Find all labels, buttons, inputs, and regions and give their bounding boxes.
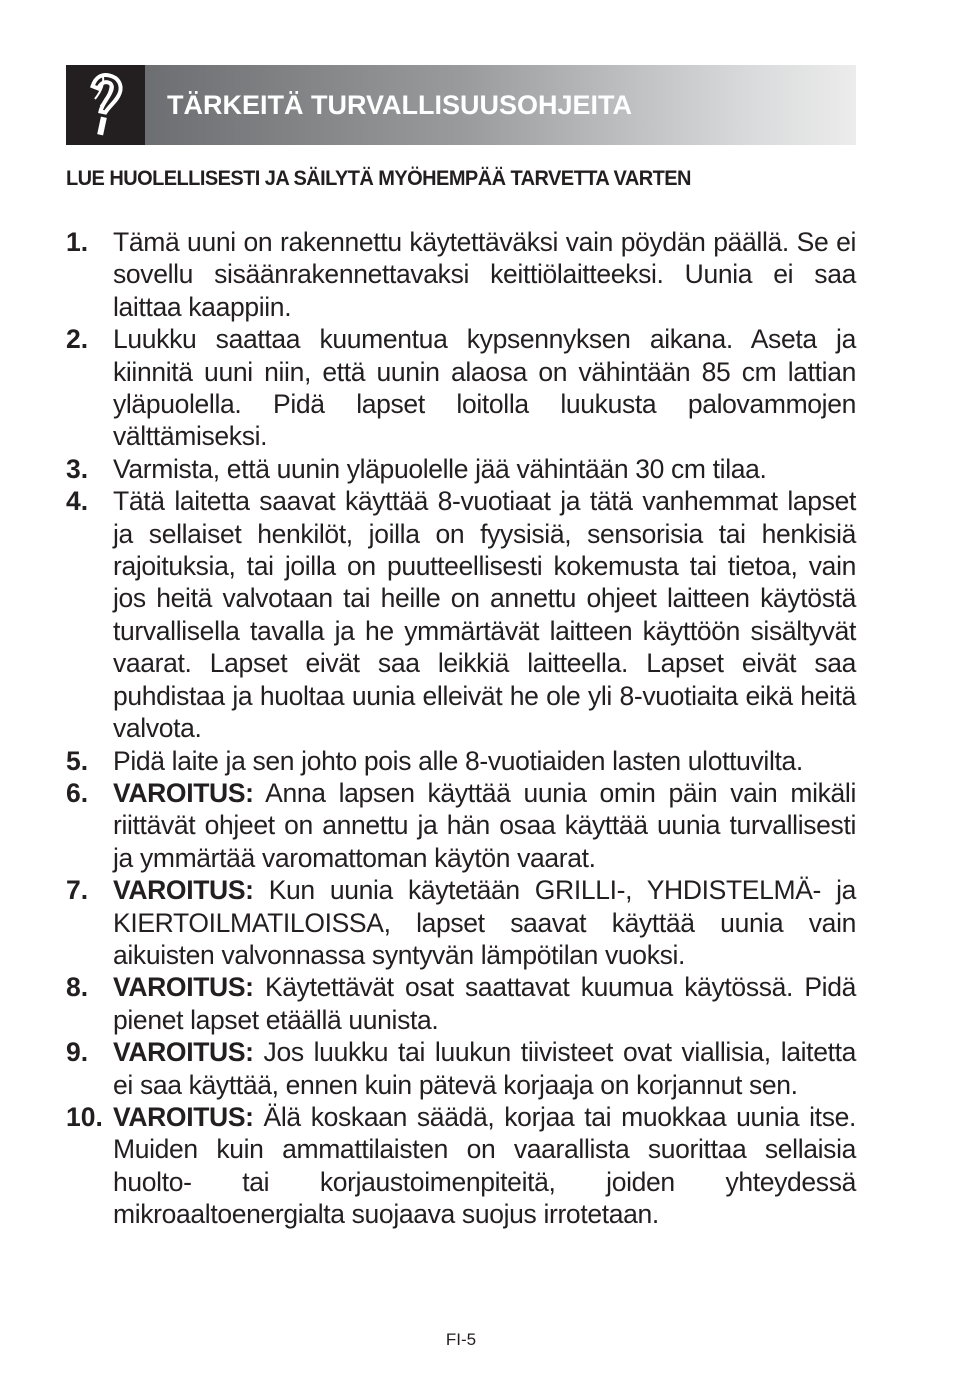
list-item: [66, 1036, 856, 1101]
warning-label: VAROITUS:: [113, 1037, 254, 1068]
list-item: [66, 485, 856, 744]
item-number: 4.: [66, 486, 89, 517]
list-item: [66, 745, 856, 777]
item-text: Jos luukku tai luukun tiivisteet ovat viallisia, laitetta ei saa käyttää, ennen kuin pätevä korjaaja on korjannut sen.: [113, 1037, 856, 1100]
item-number: 7.: [66, 875, 89, 906]
header-title-box: [145, 65, 856, 145]
item-body: [113, 777, 856, 874]
item-body: [113, 1101, 856, 1231]
item-number: 1.: [66, 227, 89, 257]
header-title: TÄRKEITÄ TURVALLISUUSOHJEITA: [167, 89, 633, 120]
item-text: Anna lapsen käyttää uunia omin päin vain mikäli riittävät ohjeet on annettu ja hän osaa käyttää uunia turvallisesti ja ymmärtää varomattoman käytön vaarat.: [113, 777, 856, 873]
list-item: [66, 1101, 856, 1231]
list-item: [66, 226, 856, 323]
attention-icon-box: [66, 65, 145, 145]
item-number: 6.: [66, 777, 89, 808]
warning-label: VAROITUS:: [113, 777, 254, 808]
item-number: 5.: [66, 745, 89, 776]
item-text: Tätä laitetta saavat käyttää 8-vuotiaat ja tätä vanhemmat lapset ja sellaiset henkilöt, joilla on fyysisiä, sensorisia tai henkisiä rajoituksia, tai joilla on puutteellisesti kokemusta tai tietoa, vain jos heitä valvotaan tai heille on annettu ohjeet laitteen käytöstä turvallisella tavalla ja he ymmärtävät laitteen käyttöön sisältyvät vaarat. Lapset eivät saa leikkiä laitteella. Lapset eivät saa puhdistaa ja huoltaa uunia elleivät he ole yli 8-vuotiaita eikä heitä valvota.: [113, 486, 856, 744]
page-number: FI-5: [445, 1330, 477, 1349]
item-text: Tämä uuni on rakennettu käytettäväksi vain pöydän päällä. Se ei sovellu sisäänrakennettavaksi keittiölaitteeksi. Uunia ei saa laittaa kaappiin.: [113, 227, 856, 322]
item-body: [113, 1036, 856, 1101]
section-header: [66, 65, 856, 145]
item-text: Pidä laite ja sen johto pois alle 8-vuotiaiden lasten ulottuvilta.: [113, 745, 803, 776]
attention-icon: [82, 71, 128, 139]
item-text: Käytettävät osat saattavat kuumua käytössä. Pidä pienet lapset etäällä uunista.: [113, 972, 856, 1035]
item-number: 3.: [66, 453, 89, 484]
item-body: [113, 874, 856, 971]
subtitle: LUE HUOLELLISESTI JA SÄILYTÄ MYÖHEMPÄÄ TARVETTA VARTEN: [66, 166, 691, 190]
item-text: Luukku saattaa kuumentua kypsennyksen aikana. Aseta ja kiinnitä uuni niin, että uunin alaosa on vähintään 85 cm lattian yläpuolella. Pidä lapset loitolla luukusta palovammojen välttämiseksi.: [113, 324, 856, 452]
warning-label: VAROITUS:: [113, 875, 254, 906]
item-text: Varmista, että uunin yläpuolelle jää vähintään 30 cm tilaa.: [113, 453, 767, 484]
item-number: 8.: [66, 972, 89, 1003]
item-text: Kun uunia käytetään GRILLI-, YHDISTELMÄ- ja KIERTOILMATILOISSA, lapset saavat käyttää uunia vain aikuisten valvonnassa syntyvän lämpötilan vuoksi.: [113, 875, 856, 970]
list-item: [66, 323, 856, 453]
list-item: [66, 777, 856, 874]
item-number: 9.: [66, 1037, 89, 1068]
item-number: 10.: [66, 1101, 103, 1132]
list-item: [66, 453, 856, 485]
warning-label: VAROITUS:: [113, 972, 254, 1003]
list-item: [66, 874, 856, 971]
item-text: Älä koskaan säädä, korjaa tai muokkaa uunia itse. Muiden kuin ammattilaisten on vaarallista suorittaa sellaisia huolto- tai korjaustoimenpiteitä, joiden yhteydessä mikroaaltoenergialta suojaava suojus irrotetaan.: [113, 1101, 856, 1230]
item-number: 2.: [66, 324, 89, 355]
safety-instructions-list: [66, 226, 856, 1231]
list-item: [66, 971, 856, 1036]
warning-label: VAROITUS:: [113, 1101, 254, 1132]
item-body: [113, 971, 856, 1036]
